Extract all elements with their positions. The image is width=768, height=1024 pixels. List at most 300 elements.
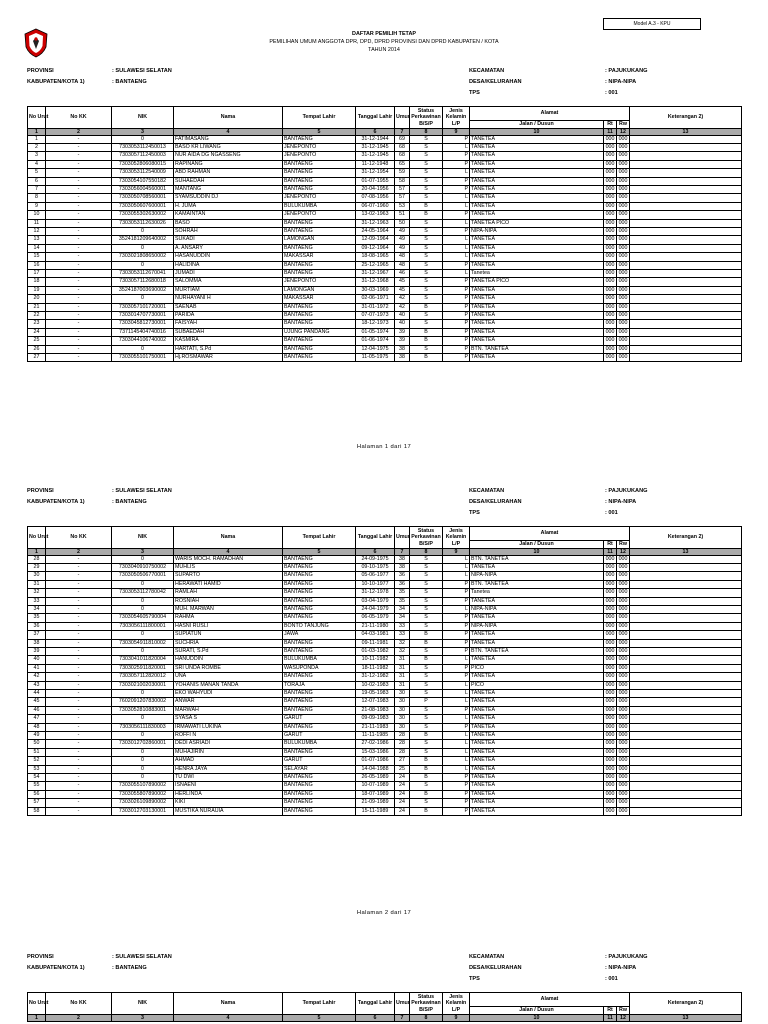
table-cell: P	[443, 227, 470, 235]
table-cell	[630, 622, 742, 630]
table-cell: P	[443, 185, 470, 193]
table-cell: 13-02-1963	[356, 211, 395, 219]
table-cell: -	[46, 723, 112, 731]
table-cell: 000	[604, 681, 617, 689]
table-cell: S	[410, 135, 443, 143]
table-cell: 000	[617, 194, 630, 202]
table-cell: 49	[395, 244, 410, 252]
table-cell: GARUT	[283, 715, 356, 723]
table-cell	[630, 295, 742, 303]
table-cell: PICO	[470, 664, 604, 672]
table-cell: 09-10-1975	[356, 563, 395, 571]
table-cell: 000	[617, 143, 630, 151]
table-cell: -	[46, 312, 112, 320]
table-cell: L	[443, 219, 470, 227]
table-cell: BANTAENG	[283, 605, 356, 613]
table-cell: P	[443, 135, 470, 143]
table-row	[28, 572, 742, 580]
table-cell: 7371145404740016	[112, 328, 174, 336]
table-cell: P	[443, 597, 470, 605]
table-cell: BANTAENG	[283, 774, 356, 782]
table-cell: 000	[617, 807, 630, 815]
table-cell: BANTAENG	[283, 169, 356, 177]
table-cell: EKO WAHYUDI	[174, 690, 283, 698]
table-cell: 0	[112, 631, 174, 639]
table-cell: -	[46, 169, 112, 177]
table-cell: 7303056111800001	[112, 622, 174, 630]
table-cell: -	[46, 143, 112, 151]
table-cell: L	[443, 656, 470, 664]
col-number: 7	[395, 548, 410, 555]
table-cell: -	[46, 555, 112, 563]
table-cell: 21-08-1983	[356, 706, 395, 714]
table-cell	[630, 681, 742, 689]
table-cell: 30-03-1969	[356, 286, 395, 294]
table-row	[28, 135, 742, 143]
table-row	[28, 757, 742, 765]
table-cell: 19-05-1983	[356, 690, 395, 698]
table-cell	[630, 698, 742, 706]
table-cell: 29	[28, 563, 46, 571]
table-row	[28, 194, 742, 202]
table-cell: 42	[395, 295, 410, 303]
table-cell: -	[46, 706, 112, 714]
table-cell: L	[443, 757, 470, 765]
col-no-kk: No KK	[46, 993, 112, 1015]
table-cell: 04-03-1981	[356, 631, 395, 639]
table-cell: MAKASSAR	[283, 295, 356, 303]
table-cell: -	[46, 765, 112, 773]
table-cell: 000	[604, 236, 617, 244]
table-cell: BANTAENG	[283, 782, 356, 790]
col-jalan: Jalan / Dusun	[470, 541, 604, 549]
table-cell	[630, 732, 742, 740]
table-cell: MARWAH	[174, 706, 283, 714]
col-tanggal-lahir: Tanggal Lahir	[356, 527, 395, 549]
table-cell: -	[46, 639, 112, 647]
table-cell	[630, 597, 742, 605]
table-cell	[630, 194, 742, 202]
col-tempat-lahir: Tempat Lahir	[283, 527, 356, 549]
table-cell: L	[443, 732, 470, 740]
table-cell: 000	[604, 622, 617, 630]
provinsi-label: PROVINSI	[27, 68, 54, 74]
table-cell: 0	[112, 555, 174, 563]
table-cell: 10	[28, 211, 46, 219]
header-info-right	[469, 952, 709, 988]
table-cell: 000	[604, 589, 617, 597]
model-label: Model A.3 - KPU	[603, 18, 701, 30]
table-cell: 18-12-1973	[356, 320, 395, 328]
table-cell: 30	[395, 690, 410, 698]
table-cell: 7303050708560001	[112, 194, 174, 202]
table-cell: NIPA-NIPA	[470, 622, 604, 630]
table-cell: P	[443, 580, 470, 588]
table-cell: 000	[604, 580, 617, 588]
col-number: 3	[112, 548, 174, 555]
table-cell: 24	[395, 790, 410, 798]
table-cell: 7303056004560001	[112, 185, 174, 193]
table-cell: 5	[28, 169, 46, 177]
kecamatan-value: : PAJUKUKANG	[605, 488, 648, 494]
table-cell: 7303041011820004	[112, 656, 174, 664]
table-cell: TANETEA	[470, 135, 604, 143]
table-cell: L	[443, 270, 470, 278]
table-cell	[630, 790, 742, 798]
table-cell: PICO	[470, 681, 604, 689]
table-cell: 16	[28, 261, 46, 269]
table-cell: 65	[395, 160, 410, 168]
col-nama: Nama	[174, 107, 283, 129]
table-cell: 000	[604, 354, 617, 362]
table-cell: 7303050506770001	[112, 572, 174, 580]
table-cell: 000	[604, 757, 617, 765]
table-cell: S	[410, 160, 443, 168]
table-cell: 31-12-1945	[356, 143, 395, 151]
table-cell: 33	[395, 622, 410, 630]
table-row	[28, 748, 742, 756]
voter-table-section	[27, 106, 741, 362]
table-cell: B	[410, 774, 443, 782]
table-cell: 18	[28, 278, 46, 286]
table-cell: 000	[604, 261, 617, 269]
table-cell: TANETEA	[470, 790, 604, 798]
table-cell: 31-12-1967	[356, 270, 395, 278]
table-cell: S	[410, 278, 443, 286]
table-cell: 06-07-1960	[356, 202, 395, 210]
table-cell: HALIDINA	[174, 261, 283, 269]
table-cell: ROFFI N	[174, 732, 283, 740]
table-cell: 000	[617, 320, 630, 328]
col-keterangan: Keterangan 2)	[630, 993, 742, 1015]
table-cell: 38	[395, 345, 410, 353]
table-cell	[630, 312, 742, 320]
table-cell: 000	[604, 244, 617, 252]
table-cell: -	[46, 664, 112, 672]
table-cell: 10-02-1983	[356, 681, 395, 689]
table-row	[28, 715, 742, 723]
table-cell: L	[443, 169, 470, 177]
table-cell	[630, 757, 742, 765]
table-cell: 7303057112680018	[112, 278, 174, 286]
table-cell: TANETEA	[470, 328, 604, 336]
table-cell: 23	[28, 320, 46, 328]
table-cell: 000	[604, 211, 617, 219]
table-cell: B	[410, 765, 443, 773]
table-cell: P	[443, 664, 470, 672]
col-tempat-lahir: Tempat Lahir	[283, 107, 356, 129]
col-nik: NIK	[112, 993, 174, 1015]
table-row	[28, 605, 742, 613]
table-cell: S	[410, 715, 443, 723]
table-cell: 40	[28, 656, 46, 664]
table-cell: 31-12-1954	[356, 169, 395, 177]
table-cell: 000	[604, 639, 617, 647]
table-cell: 000	[604, 698, 617, 706]
col-number: 13	[630, 128, 742, 135]
table-cell: MUSTIKA NURAUIA	[174, 807, 283, 815]
table-cell: -	[46, 337, 112, 345]
table-cell: 000	[617, 723, 630, 731]
table-row	[28, 706, 742, 714]
table-cell: S	[410, 563, 443, 571]
table-cell: 000	[617, 169, 630, 177]
table-cell: 09-11-1981	[356, 639, 395, 647]
table-row	[28, 253, 742, 261]
table-cell: BULUKUMBA	[283, 656, 356, 664]
table-cell: -	[46, 799, 112, 807]
table-cell: MUH. MARWAN	[174, 605, 283, 613]
table-cell: BTN. TANETEA	[470, 345, 604, 353]
table-cell: 7303053112450013	[112, 143, 174, 151]
table-cell: BANTAENG	[283, 580, 356, 588]
table-cell: S	[410, 555, 443, 563]
table-cell: Hj.ROSMAWAR	[174, 354, 283, 362]
table-cell: 000	[604, 194, 617, 202]
table-cell: 000	[604, 202, 617, 210]
table-cell: BANTAENG	[283, 270, 356, 278]
table-cell: Tanetea	[470, 589, 604, 597]
table-cell: P	[443, 320, 470, 328]
table-cell: 7303055101750001	[112, 354, 174, 362]
table-cell: BULUKUMBA	[283, 740, 356, 748]
table-cell: Tanetea	[470, 270, 604, 278]
table-cell: S	[410, 605, 443, 613]
table-cell: HANUDDIN	[174, 656, 283, 664]
provinsi-label: PROVINSI	[27, 954, 54, 960]
table-cell: 26-05-1989	[356, 774, 395, 782]
table-cell: SUPARTO	[174, 572, 283, 580]
table-cell: 8	[28, 194, 46, 202]
table-cell: 0	[112, 244, 174, 252]
col-number: 9	[443, 1014, 470, 1021]
table-cell: B	[410, 656, 443, 664]
table-cell: 10-10-1977	[356, 580, 395, 588]
table-cell: L	[443, 740, 470, 748]
table-cell	[630, 286, 742, 294]
table-cell: B	[410, 337, 443, 345]
table-cell: BULUKUMBA	[283, 202, 356, 210]
table-cell: 54	[28, 774, 46, 782]
table-cell: P	[443, 303, 470, 311]
table-cell: BANTAENG	[283, 790, 356, 798]
table-cell: BANTAENG	[283, 227, 356, 235]
col-tanggal-lahir: Tanggal Lahir	[356, 107, 395, 129]
table-cell: NURHAYANI H	[174, 295, 283, 303]
table-cell: B	[410, 790, 443, 798]
table-cell: -	[46, 715, 112, 723]
table-cell: 31-01-1972	[356, 303, 395, 311]
table-cell: 24-05-1964	[356, 227, 395, 235]
table-cell	[630, 673, 742, 681]
table-cell: L	[443, 244, 470, 252]
table-cell: 38	[395, 563, 410, 571]
table-cell: -	[46, 244, 112, 252]
table-cell: H. JUMA	[174, 202, 283, 210]
table-cell: 56	[28, 790, 46, 798]
table-cell	[630, 320, 742, 328]
table-cell: 000	[604, 328, 617, 336]
table-cell: 0	[112, 605, 174, 613]
table-cell: 000	[617, 236, 630, 244]
table-cell: L	[443, 715, 470, 723]
table-cell: 000	[617, 202, 630, 210]
col-number: 7	[395, 128, 410, 135]
table-cell: BTN. TANETEA	[470, 555, 604, 563]
table-cell: 34	[395, 614, 410, 622]
kabupaten-label: KABUPATEN/KOTA 1)	[27, 499, 85, 505]
table-cell: P	[443, 278, 470, 286]
table-cell: NIPA-NIPA	[470, 572, 604, 580]
table-cell: 50	[395, 219, 410, 227]
table-row	[28, 681, 742, 689]
table-cell	[630, 563, 742, 571]
col-number: 2	[46, 128, 112, 135]
table-cell: S	[410, 723, 443, 731]
table-cell: 000	[617, 345, 630, 353]
header-info-right	[469, 66, 709, 102]
table-cell: B	[410, 303, 443, 311]
table-cell: 38	[395, 354, 410, 362]
tps-value: : 001	[605, 510, 618, 516]
table-cell: 48	[395, 261, 410, 269]
table-cell: P	[443, 647, 470, 655]
table-cell: 7303052810883001	[112, 706, 174, 714]
table-cell: 28	[28, 555, 46, 563]
table-cell: BANTAENG	[283, 312, 356, 320]
table-cell: JENEPONTO	[283, 143, 356, 151]
table-cell: 000	[604, 799, 617, 807]
table-cell: 7303021808650002	[112, 253, 174, 261]
table-cell: BANTAENG	[283, 748, 356, 756]
table-cell: 000	[604, 774, 617, 782]
table-cell: -	[46, 236, 112, 244]
table-cell: 31	[395, 656, 410, 664]
table-cell: 9	[28, 202, 46, 210]
table-cell: P	[443, 286, 470, 294]
table-cell: SAENAB	[174, 303, 283, 311]
table-cell: S	[410, 286, 443, 294]
table-row	[28, 732, 742, 740]
table-cell: 7303045812730001	[112, 320, 174, 328]
table-cell: 000	[604, 303, 617, 311]
col-rw: Rw	[617, 121, 630, 129]
table-row	[28, 799, 742, 807]
col-number: 1	[28, 548, 46, 555]
table-cell: 10-11-1982	[356, 656, 395, 664]
table-cell: 000	[617, 227, 630, 235]
table-cell: -	[46, 732, 112, 740]
table-cell: P	[443, 295, 470, 303]
col-alamat: Alamat	[470, 107, 630, 121]
table-cell: 31	[28, 580, 46, 588]
table-cell: 0	[112, 732, 174, 740]
table-cell: 58	[28, 807, 46, 815]
col-number: 6	[356, 128, 395, 135]
table-cell: 28	[395, 748, 410, 756]
table-cell: 12-07-1983	[356, 698, 395, 706]
table-cell: B	[410, 328, 443, 336]
table-cell: TANETEA	[470, 253, 604, 261]
table-cell: 000	[617, 244, 630, 252]
col-jalan: Jalan / Dusun	[470, 1007, 604, 1015]
table-row	[28, 664, 742, 672]
table-cell: P	[443, 799, 470, 807]
table-cell: 07-08-1956	[356, 194, 395, 202]
table-row	[28, 354, 742, 362]
table-cell: 38	[395, 555, 410, 563]
table-cell: -	[46, 631, 112, 639]
table-cell: 000	[617, 555, 630, 563]
table-cell: IRMAWATI LUKINA	[174, 723, 283, 731]
table-cell: JENEPONTO	[283, 211, 356, 219]
table-cell: -	[46, 563, 112, 571]
col-keterangan: Keterangan 2)	[630, 107, 742, 129]
table-row	[28, 320, 742, 328]
table-cell: TANETEA	[470, 295, 604, 303]
col-number: 4	[174, 548, 283, 555]
table-cell: 47	[28, 715, 46, 723]
table-row	[28, 236, 742, 244]
table-cell: 0	[112, 715, 174, 723]
table-cell: 2	[28, 143, 46, 151]
col-rt: Rt	[604, 121, 617, 129]
table-cell: 000	[617, 614, 630, 622]
table-cell: 43	[28, 681, 46, 689]
table-cell: 0	[112, 580, 174, 588]
table-cell: 000	[604, 135, 617, 143]
table-cell: 7303040910750002	[112, 563, 174, 571]
table-cell: -	[46, 354, 112, 362]
tps-label: TPS	[469, 90, 480, 96]
table-cell: 49	[395, 236, 410, 244]
table-cell: 000	[604, 597, 617, 605]
table-cell: JENEPONTO	[283, 278, 356, 286]
table-cell: BANTAENG	[283, 219, 356, 227]
table-cell	[630, 345, 742, 353]
table-cell: 20	[28, 295, 46, 303]
table-cell: -	[46, 589, 112, 597]
table-cell	[630, 799, 742, 807]
table-cell: 40	[395, 312, 410, 320]
table-cell: 0	[112, 345, 174, 353]
table-cell	[630, 261, 742, 269]
table-cell: L	[443, 748, 470, 756]
table-cell: 24	[395, 774, 410, 782]
table-cell: 7303055107890002	[112, 782, 174, 790]
table-cell: 12-04-1975	[356, 345, 395, 353]
table-row	[28, 303, 742, 311]
table-cell: 000	[604, 278, 617, 286]
table-cell: 000	[617, 664, 630, 672]
table-cell: -	[46, 278, 112, 286]
table-cell	[630, 614, 742, 622]
col-nik: NIK	[112, 107, 174, 129]
tps-label: TPS	[469, 976, 480, 982]
table-cell: 58	[395, 177, 410, 185]
table-cell: 000	[604, 227, 617, 235]
table-cell: 000	[604, 673, 617, 681]
page-footer: Halaman 1 dari 17	[356, 444, 412, 450]
table-cell: TANETEA	[470, 698, 604, 706]
table-cell: 51	[28, 748, 46, 756]
desa-value: : NIPA-NIPA	[605, 965, 637, 971]
table-cell: 44	[28, 690, 46, 698]
table-cell: TANETEA	[470, 774, 604, 782]
col-no-urut: No Urut	[28, 527, 46, 549]
table-cell: 000	[617, 572, 630, 580]
col-number: 8	[410, 1014, 443, 1021]
